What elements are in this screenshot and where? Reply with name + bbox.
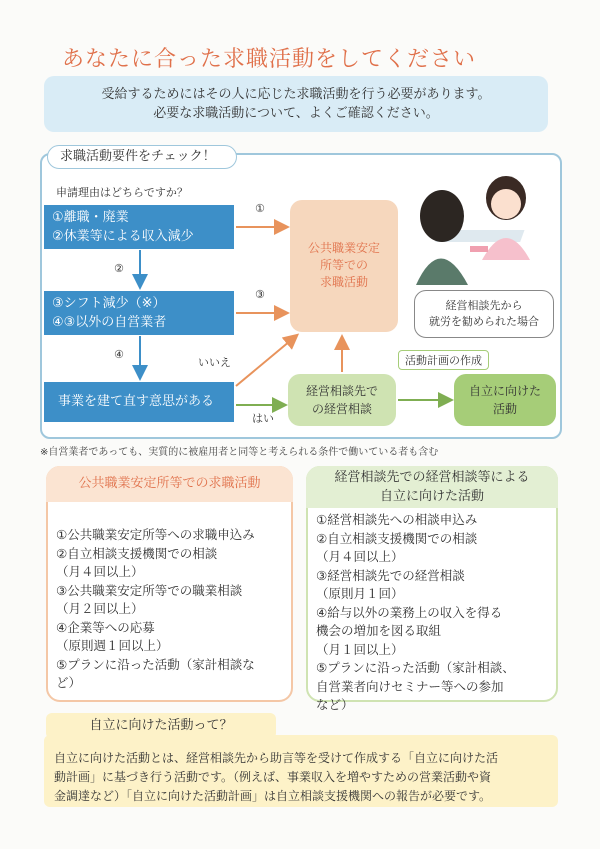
list-item: （月２回以上）: [56, 601, 144, 616]
bottom-explanation: [44, 735, 558, 807]
list-item: ②自立相談支援機関での相談: [316, 530, 478, 546]
yes-label: はい: [252, 412, 274, 425]
list-item: ①公共職業安定所等への求職申込み: [56, 527, 255, 542]
list-item: （原則月１回）: [316, 586, 404, 601]
arrow-label-3: ③: [255, 288, 265, 301]
bottom-tab: 自立に向けた活動って？: [46, 713, 276, 739]
bubble-line: 経営相談先から: [445, 299, 523, 312]
list-item: （原則週１回以上）: [56, 638, 169, 653]
list-item: ど）: [56, 675, 82, 690]
list-item: ⑤プランに沿った活動（家計相談、: [316, 660, 515, 675]
arrow-label-4: ④: [114, 348, 124, 361]
list-item: など）: [316, 697, 354, 712]
right-card-list: [316, 511, 515, 715]
peach-line: 公共職業安定: [307, 241, 380, 255]
footnote: ※自営業者であっても、実質的に被雇用者と同等と考えられる条件で働いている者も含む: [40, 447, 439, 458]
list-item: 自営業者向けセミナー等への参加: [316, 678, 504, 694]
list-item: （月４回以上）: [316, 549, 404, 564]
list-item: ④企業等への応募: [56, 619, 155, 635]
question-label: 申請理由はどちらですか？: [56, 186, 188, 199]
reason-line: ④③以外の自営業者: [52, 315, 167, 330]
intent-box: 事業を建て直す意思がある: [44, 382, 234, 422]
green-line: の経営相談: [311, 402, 372, 416]
bubble-line: 就労を勧められた場合: [429, 315, 539, 328]
left-card-title: 公共職業安定所等での求職活動: [46, 466, 293, 502]
list-item: （月１回以上）: [316, 641, 404, 657]
page-title: あなたに合った求職活動をしてください: [62, 47, 477, 72]
bottom-line: 動計画」に基づき行う活動です。（例えば、事業収入を増やすための営業活動や資: [54, 770, 492, 784]
green-line: 経営相談先で: [305, 384, 378, 398]
list-item: ⑤プランに沿った活動（家計相談な: [56, 656, 255, 672]
peach-line: 所等での: [319, 258, 368, 272]
checklist-tab: 求職活動要件をチェック！: [47, 145, 237, 169]
list-item: ④給与以外の業務上の収入を得る: [316, 604, 503, 620]
list-item: ②自立相談支援機関での相談: [56, 545, 218, 561]
intro-line: 必要な求職活動について、よくご確認ください。: [153, 106, 439, 121]
right-card-title: [306, 466, 558, 508]
green-line: 自立に向けた: [468, 384, 541, 398]
arrow-label-1: ①: [255, 202, 265, 215]
no-label: いいえ: [198, 356, 231, 369]
left-card-list: [56, 526, 255, 693]
reason-line: ③シフト減少（※）: [52, 296, 166, 311]
reason-line: ①離職・廃業: [52, 210, 129, 225]
list-item: ③経営相談先での経営相談: [316, 567, 465, 583]
peach-line: 求職活動: [319, 275, 368, 289]
list-item: （月４回以上）: [56, 564, 144, 579]
arrow-label-2: ②: [114, 262, 124, 275]
list-item: ①経営相談先への相談申込み: [316, 512, 478, 527]
reason-line: ②休業等による収入減少: [52, 229, 194, 244]
plan-label: 活動計画の作成: [398, 350, 489, 370]
intro-line: 受給するためにはその人に応じた求職活動を行う必要があります。: [101, 87, 491, 102]
right-title-line: 自立に向けた活動: [379, 489, 484, 504]
green-line: 活動: [492, 402, 517, 416]
list-item: 機会の増加を図る取組: [316, 623, 442, 638]
bottom-line: 金調達など）「自立に向けた活動計画」は自立相談支援機関への報告が必要です。: [54, 789, 492, 803]
list-item: ③公共職業安定所等での職業相談: [56, 582, 243, 598]
right-title-line: 経営相談先での経営相談等による: [334, 470, 530, 485]
bottom-line: 自立に向けた活動とは、経営相談先から助言等を受けて作成する「自立に向けた活: [54, 751, 499, 765]
